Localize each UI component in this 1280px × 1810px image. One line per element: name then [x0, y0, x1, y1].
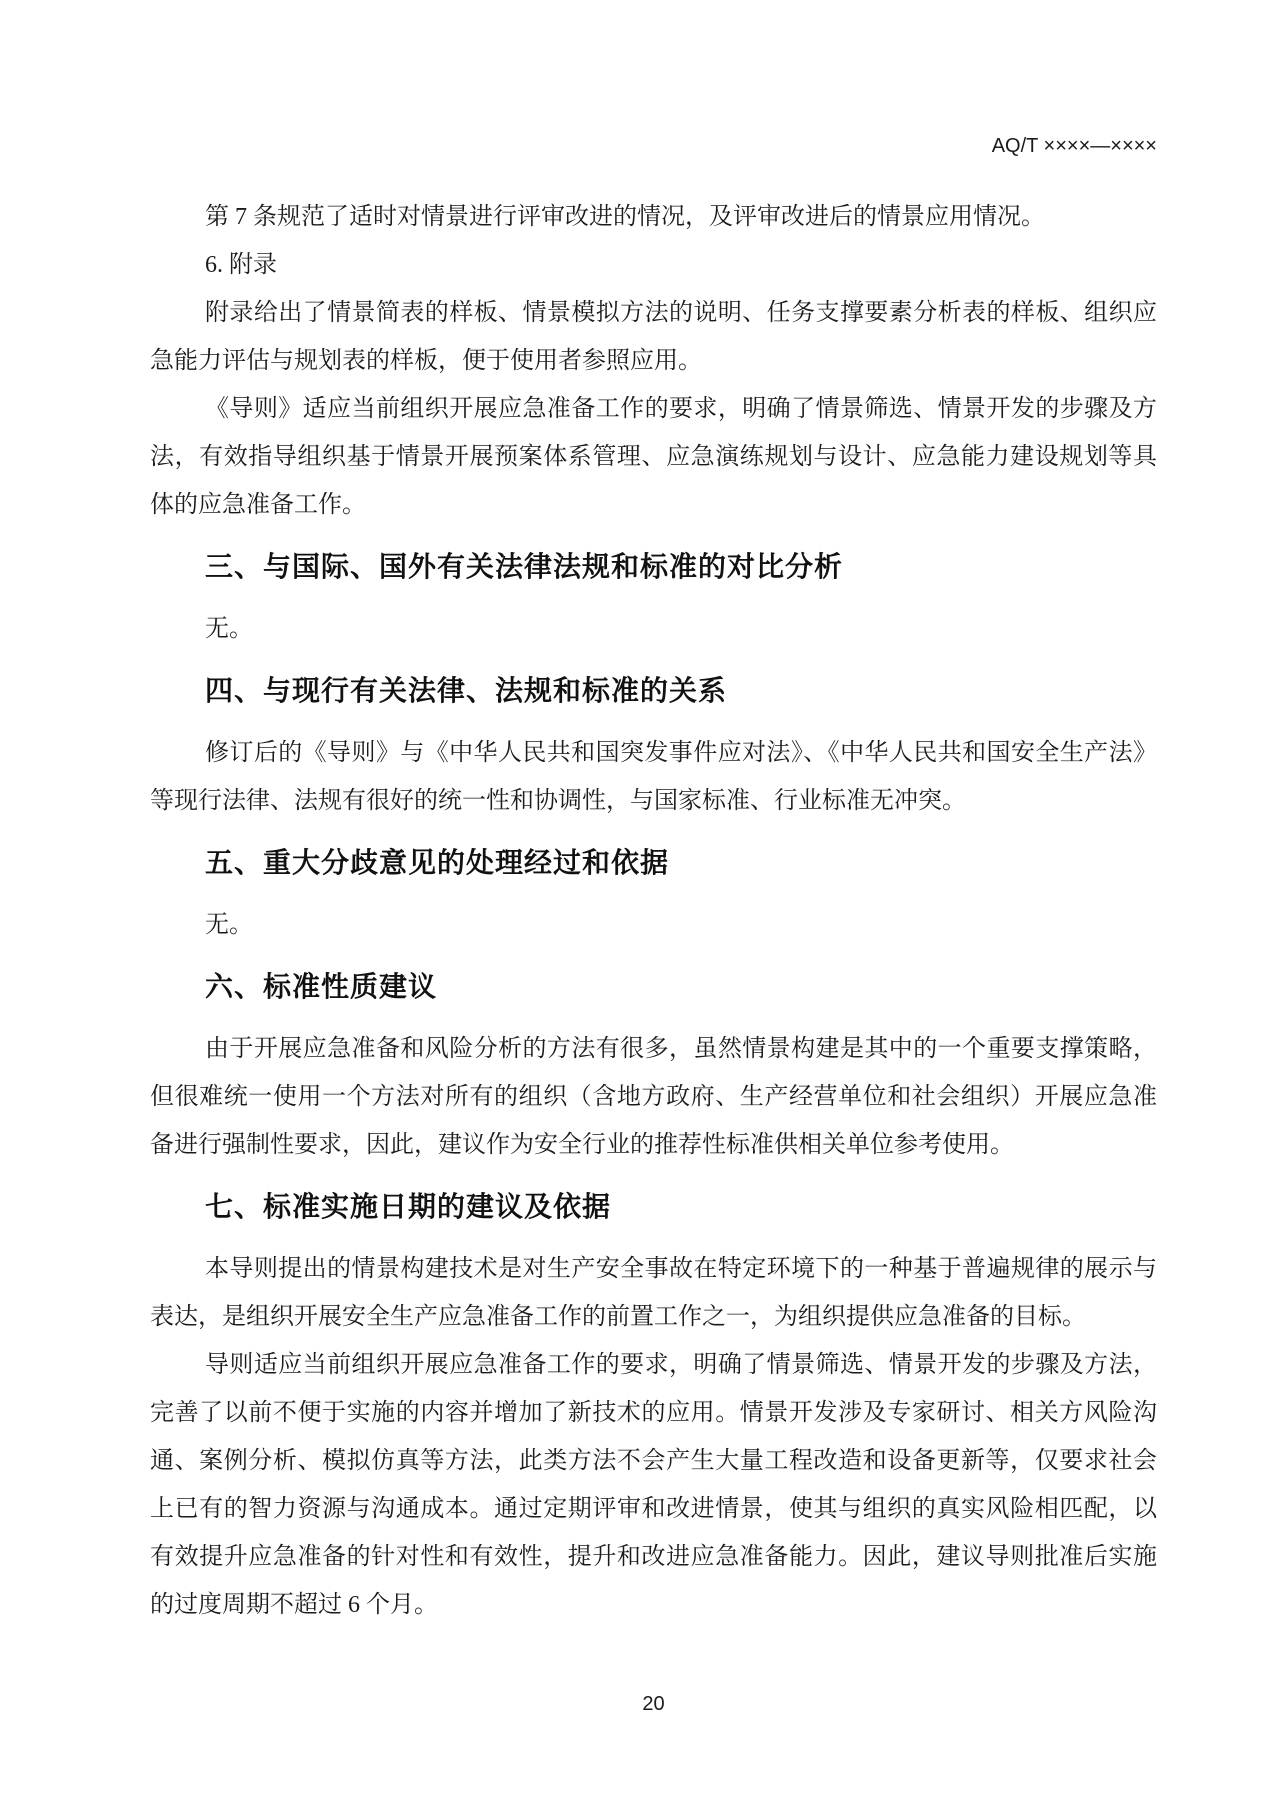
- paragraph: 《导则》适应当前组织开展应急准备工作的要求，明确了情景筛选、情景开发的步骤及方法，有效指导组织基于情景开展预案体系管理、应急演练规划与设计、应急能力建设规划等具体的应急准备工作。: [150, 396, 1157, 518]
- section-heading-4: 四、与现行有关法律、法规和标准的关系: [205, 675, 728, 706]
- section-heading-7: 七、标准实施日期的建议及依据: [205, 1191, 612, 1222]
- paragraph: 第 7 条规范了适时对情景进行评审改进的情况，及评审改进后的情景应用情况。: [205, 204, 1045, 230]
- paragraph: 修订后的《导则》与《中华人民共和国突发事件应对法》、《中华人民共和国安全生产法》等现行法律、法规有很好的统一性和协调性，与国家标准、行业标准无冲突。: [150, 740, 1157, 814]
- list-item-appendix: 6. 附录: [205, 252, 277, 278]
- paragraph: 本导则提出的情景构建技术是对生产安全事故在特定环境下的一种基于普遍规律的展示与表达，是组织开展安全生产应急准备工作的前置工作之一，为组织提供应急准备的目标。: [150, 1256, 1157, 1330]
- document-body: [150, 193, 1157, 1629]
- section-heading-3: 三、与国际、国外有关法律法规和标准的对比分析: [205, 551, 844, 582]
- paragraph: 附录给出了情景简表的样板、情景模拟方法的说明、任务支撑要素分析表的样板、组织应急能力评估与规划表的样板，便于使用者参照应用。: [150, 300, 1157, 374]
- document-number-header: AQ/T ××××—××××: [991, 135, 1157, 157]
- paragraph: 无。: [205, 616, 253, 642]
- paragraph: 导则适应当前组织开展应急准备工作的要求，明确了情景筛选、情景开发的步骤及方法，完善了以前不便于实施的内容并增加了新技术的应用。情景开发涉及专家研讨、相关方风险沟通、案例分析、模拟仿真等方法，此类方法不会产生大量工程改造和设备更新等，仅要求社会上已有的智力资源与沟通成本。通过定期评审和改进情景，使其与组织的真实风险相匹配，以有效提升应急准备的针对性和有效性，提升和改进应急准备能力。因此，建议导则批准后实施的过度周期不超过 6 个月。: [150, 1352, 1157, 1618]
- paragraph: 由于开展应急准备和风险分析的方法有很多，虽然情景构建是其中的一个重要支撑策略，但很难统一使用一个方法对所有的组织（含地方政府、生产经营单位和社会组织）开展应急准备进行强制性要求，因此，建议作为安全行业的推荐性标准供相关单位参考使用。: [150, 1036, 1157, 1158]
- section-heading-6: 六、标准性质建议: [205, 971, 438, 1002]
- paragraph: 无。: [205, 912, 253, 938]
- page-number: 20: [642, 1693, 665, 1715]
- section-heading-5: 五、重大分歧意见的处理经过和依据: [205, 847, 670, 878]
